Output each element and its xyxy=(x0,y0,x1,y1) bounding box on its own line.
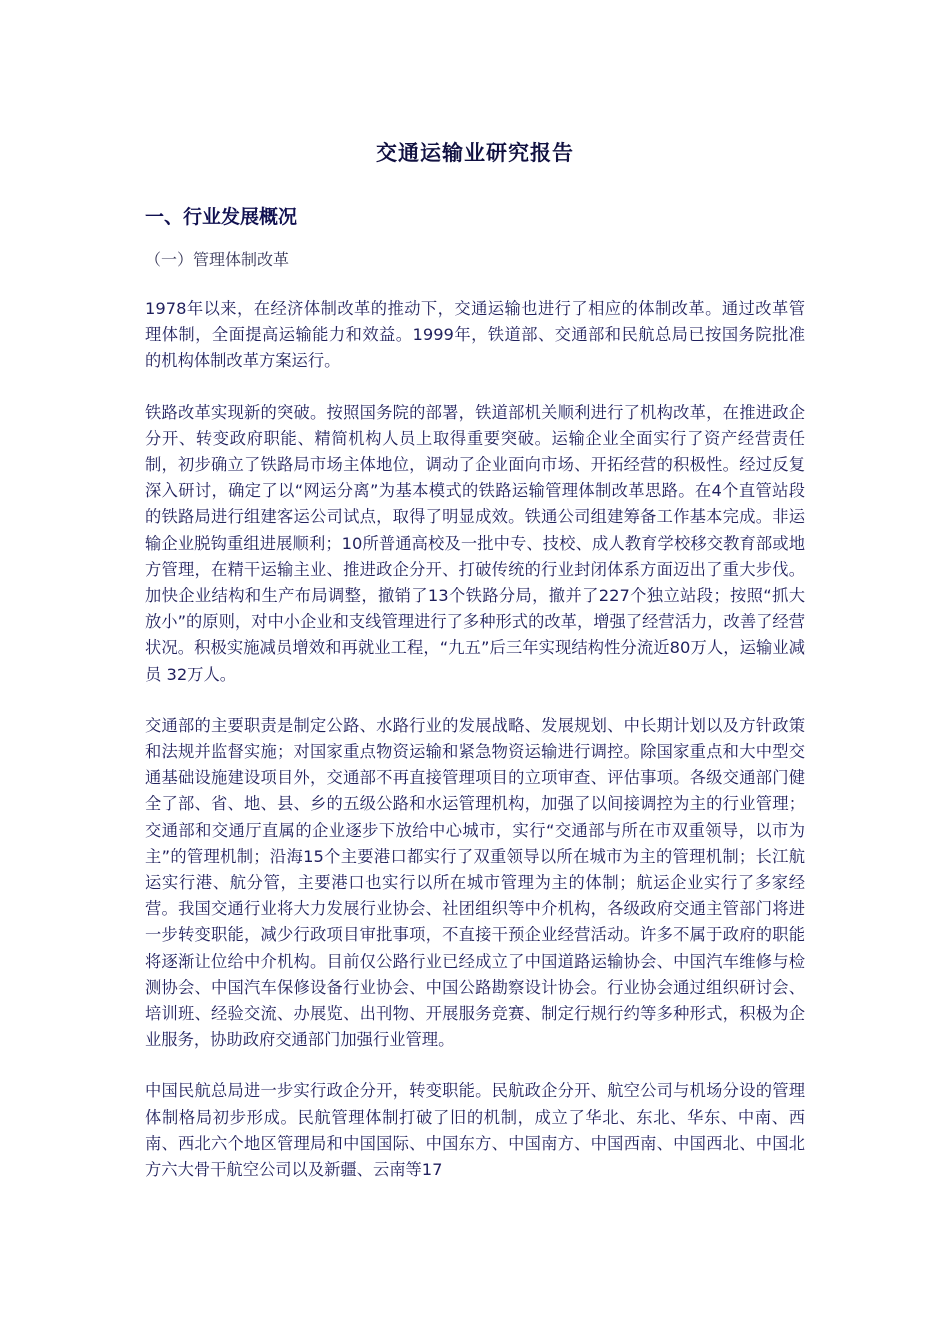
subsection-heading: （一）管理体制改革 xyxy=(145,250,290,269)
document-title: 交通运输业研究报告 xyxy=(376,141,574,165)
paragraph: 交通部的主要职责是制定公路、水路行业的发展战略、发展规划、中长期计划以及方针政策和法规并监督实施；对国家重点物资运输和紧急物资运输进行调控。除国家重点和大中型交通基础设施建设项目外，交通部不再直接管理项目的立项审查、评估事项。各级交通部门健全了部、省、地、县、乡的五级公路和水运管理机构，加强了以间接调控为主的行业管理；交通部和交通厅直属的企业逐步下放给中心城市，实行“交通部与所在市双重领导，以市为主”的管理机制；沿海15个主要港口都实行了双重领导以所在城市为主的管理机制；长江航运实行港、航分管，主要港口也实行以所在城市管理为主的体制；航运企业实行了多家经营。我国交通行业将大力发展行业协会、社团组织等中介机构，各级政府交通主管部门将进一步转变职能，减少行政项目审批事项，不直接干预企业经营活动。许多不属于政府的职能将逐渐让位给中介机构。目前仅公路行业已经成立了中国道路运输协会、中国汽车维修与检测协会、中国汽车保修设备行业协会、中国公路勘察设计协会。行业协会通过组织研讨会、培训班、经验交流、办展览、出刊物、开展服务竞赛、制定行规行约等多种形式，积极为企业服务，协助政府交通部门加强行业管理。 xyxy=(145,715,805,1050)
paragraph: 中国民航总局进一步实行政企分开，转变职能。民航政企分开、航空公司与机场分设的管理体制格局初步形成。民航管理体制打破了旧的机制，成立了华北、东北、华东、中南、西南、西北六个地区管理局和中国国际、中国东方、中国南方、中国西南、中国西北、中国北方六大骨干航空公司以及新疆、云南等17 xyxy=(145,1081,805,1180)
section-heading: 一、行业发展概况 xyxy=(145,206,298,228)
paragraph: 铁路改革实现新的突破。按照国务院的部署，铁道部机关顺利进行了机构改革，在推进政企分开、转变政府职能、精简机构人员上取得重要突破。运输企业全面实行了资产经营责任制，初步确立了铁路局市场主体地位，调动了企业面向市场、开拓经营的积极性。经过反复深入研讨，确定了以“网运分离”为基本模式的铁路运输管理体制改革思路。在4个直管站段的铁路局进行组建客运公司试点，取得了明显成效。铁通公司组建筹备工作基本完成。非运输企业脱钩重组进展顺利；10所普通高校及一批中专、技校、成人教育学校移交教育部或地方管理，在精干运输主业、推进政企分开、打破传统的行业封闭体系方面迈出了重大步伐。加快企业结构和生产布局调整，撤销了13个铁路分局，撤并了227个独立站段；按照“抓大放小”的原则，对中小企业和支线管理进行了多种形式的改革，增强了经营活力，改善了经营状况。积极实施减员增效和再就业工程，“九五”后三年实现结构性分流近80万人，运输业减员 32万人。 xyxy=(145,402,805,684)
document-body xyxy=(145,138,805,1208)
paragraph: 1978年以来，在经济体制改革的推动下，交通运输也进行了相应的体制改革。通过改革管理体制，全面提高运输能力和效益。1999年，铁道部、交通部和民航总局已按国务院批准的机构体制改革方案运行。 xyxy=(145,299,805,371)
